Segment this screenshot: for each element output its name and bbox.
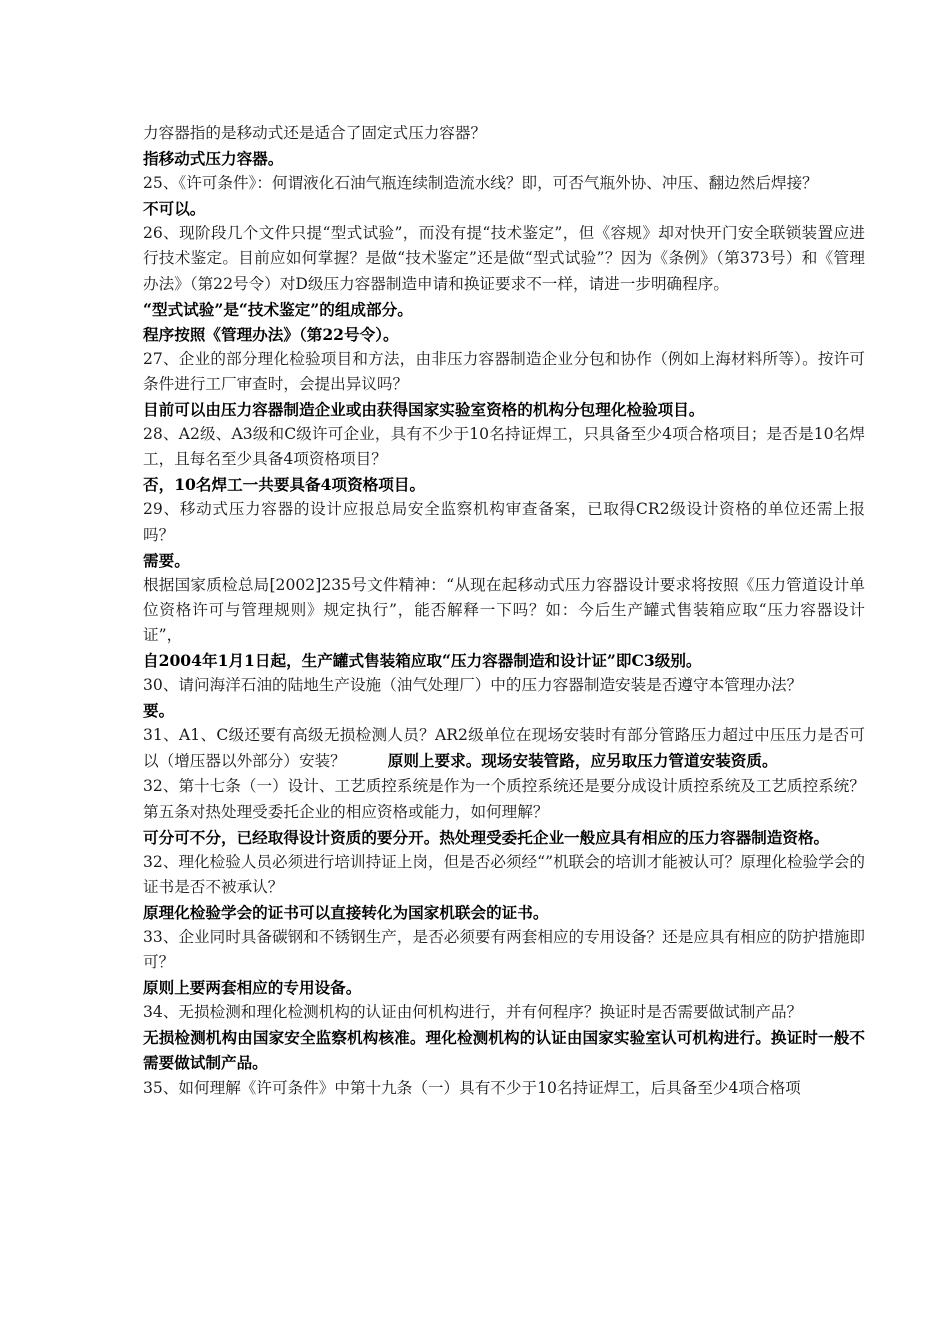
question-31-text: 31、A1、C级还要有高级无损检测人员？AR2级单位在现场安装时有部分管路压力超过中压压力是否可以（增压器以外部分）安装？: [143, 726, 865, 771]
question-35: 35、如何理解《许可条件》中第十九条（一）具有不少于10名持证焊工，后具备至少4项合格项: [143, 1078, 801, 1097]
question-25: 25、《许可条件》：何谓液化石油气瓶连续制造流水线？即，可否气瓶外协、冲压、翻边然后焊接？: [143, 174, 818, 193]
answer-32b: 原理化检验学会的证书可以直接转化为国家机联会的证书。: [143, 902, 549, 922]
question-29: 29、移动式压力容器的设计应报总局安全监察机构审查备案，已取得CR2级设计资格的单位还需上报吗？: [143, 500, 865, 544]
question-28: 28、A2级、A3级和C级许可企业，具有不少于10名持证焊工，只具备至少4项合格项目；是否是10名焊工，且每名至少具备4项资格项目？: [143, 425, 865, 469]
answer-27: 目前可以由压力容器制造企业或由获得国家实验室资格的机构分包理化检验项目。: [143, 400, 705, 420]
answer-26-line2: 程序按照《管理办法》（第22号令）。: [143, 324, 399, 344]
answer-30: 要。: [143, 701, 175, 721]
answer-29: 需要。: [143, 550, 190, 570]
answer-31: 原则上要求。现场安装管路，应另取压力管道安装资质。: [387, 751, 778, 771]
answer-28: 否，10名焊工一共要具备4项资格项目。: [143, 475, 426, 495]
answer-25: 不可以。: [143, 199, 206, 219]
question-31: [143, 723, 865, 774]
answer-32a: 可分可不分，已经取得设计资质的要分开。热处理受委托企业一般应具有相应的压力容器制造资格。: [143, 827, 830, 847]
question-33: 33、企业同时具备碳钢和不锈钢生产，是否必须要有两套相应的专用设备？还是应具有相应的防护措施即可？: [143, 928, 865, 972]
question-29-followup: 根据国家质检总局[2002]235号文件精神：“从现在起移动式压力容器设计要求将按照《压力管道设计单位资格许可与管理规则》规定执行”，能否解释一下吗？如：今后生产罐式售装箱应取“压力容器设计证”，: [143, 575, 865, 644]
question-26: 26、现阶段几个文件只提“型式试验”，而没有提“技术鉴定”，但《容规》却对快开门安全联锁装置应进行技术鉴定。目前应如何掌握？是做“技术鉴定”还是做“型式试验”？因为《条例》（第373号）和《管理办法》（第22号令）对D级压力容器制造申请和换证要求不一样，请进一步明确程序。: [143, 224, 865, 293]
document-page: [143, 121, 865, 1101]
question-27: 27、企业的部分理化检验项目和方法，由非压力容器制造企业分包和协作（例如上海材料所等）。按许可条件进行工厂审查时，会提出异议吗？: [143, 349, 865, 393]
answer-29-followup: 自2004年1月1日起，生产罐式售装箱应取“压力容器制造和设计证”即C3级别。: [143, 650, 702, 670]
answer-34: 无损检测机构由国家安全监察机构核准。理化检测机构的认证由国家实验室认可机构进行。换证时一般不需要做试制产品。: [143, 1028, 865, 1073]
answer-26-line1: “型式试验”是“技术鉴定”的组成部分。: [143, 299, 413, 319]
question-text: 力容器指的是移动式还是适合了固定式压力容器？: [143, 124, 487, 142]
question-32a: 32、第十七条（一）设计、工艺质控系统是作为一个质控系统还是要分成设计质控系统及工艺质控系统？第五条对热处理受委托企业的相应资格或能力，如何理解？: [143, 777, 865, 821]
answer-text: 指移动式压力容器。: [143, 149, 284, 169]
question-32b: 32、理化检验人员必须进行培训持证上岗，但是否必须经“”机联会的培训才能被认可？原理化检验学会的证书是否不被承认？: [143, 852, 865, 896]
question-34: 34、无损检测和理化检测机构的认证由何机构进行，并有何程序？换证时是否需要做试制产品？: [143, 1003, 803, 1022]
answer-33: 原则上要两套相应的专用设备。: [143, 978, 362, 998]
question-30: 30、请问海洋石油的陆地生产设施（油气处理厂）中的压力容器制造安装是否遵守本管理办法？: [143, 676, 803, 695]
